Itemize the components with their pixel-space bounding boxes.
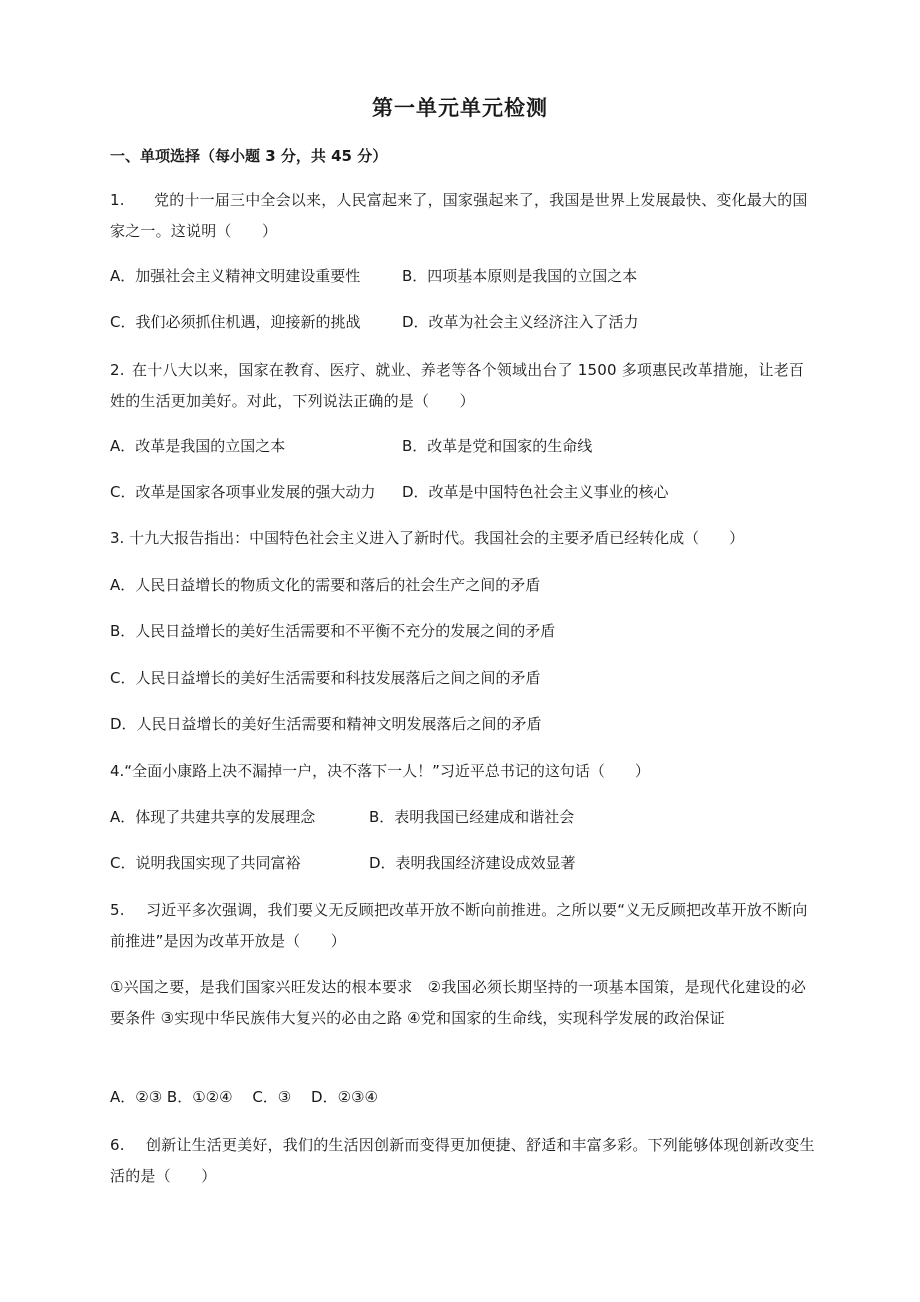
question-1-option-d: D．改革为社会主义经济注入了活力	[402, 313, 639, 331]
question-3-option-c: C．人民日益增长的美好生活需要和科技发展落后之间之间的矛盾	[110, 669, 541, 687]
page-title: 第一单元单元检测	[372, 96, 548, 120]
question-1-stem: 1. 党的十一届三中全会以来，人民富起来了，国家强起来了，我国是世界上发展最快、变化最大的国家之一。这说明（ ）	[110, 185, 815, 247]
question-4-stem: 4.“全面小康路上决不漏掉一户，决不落下一人！”习近平总书记的这句话（ ）	[110, 762, 650, 780]
question-3-option-a: A．人民日益增长的物质文化的需要和落后的社会生产之间的矛盾	[110, 576, 541, 594]
question-1-option-b: B．四项基本原则是我国的立国之本	[402, 267, 638, 285]
question-4-option-c: C．说明我国实现了共同富裕	[110, 854, 301, 872]
question-1-number: 1.	[110, 191, 125, 209]
question-4-option-b: B．表明我国已经建成和谐社会	[369, 808, 575, 826]
question-4-option-a: A．体现了共建共享的发展理念	[110, 808, 316, 826]
question-6-number: 6.	[110, 1136, 125, 1154]
question-5-statements: ①兴国之要，是我们国家兴旺发达的根本要求 ②我国必须长期坚持的一项基本国策，是现代化建设的必要条件 ③实现中华民族伟大复兴的必由之路 ④党和国家的生命线，实现科学发展的政治保证	[110, 978, 807, 1027]
question-3-option-b: B．人民日益增长的美好生活需要和不平衡不充分的发展之间的矛盾	[110, 622, 556, 640]
question-1-option-a: A．加强社会主义精神文明建设重要性	[110, 267, 361, 285]
section-heading: 一、单项选择（每小题 3 分，共 45 分）	[110, 147, 388, 165]
question-3-option-d: D．人民日益增长的美好生活需要和精神文明发展落后之间的矛盾	[110, 715, 542, 733]
question-2-option-c: C．改革是国家各项事业发展的强大动力	[110, 483, 376, 501]
question-5-number: 5.	[110, 901, 125, 919]
question-2-option-b: B．改革是党和国家的生命线	[402, 437, 593, 455]
question-6-stem: 6. 创新让生活更美好，我们的生活因创新而变得更加便捷、舒适和丰富多彩。下列能够体现创新改变生活的是（ ）	[110, 1130, 815, 1192]
question-2-number: 2.	[110, 361, 125, 379]
question-2-option-d: D．改革是中国特色社会主义事业的核心	[402, 483, 669, 501]
question-3-stem: 3. 十九大报告指出：中国特色社会主义进入了新时代。我国社会的主要矛盾已经转化成（ ）	[110, 529, 745, 547]
question-2-option-a: A．改革是我国的立国之本	[110, 437, 286, 455]
question-5-options: A．②③ B．①②④ C．③ D．②③④	[110, 1088, 378, 1106]
question-4-option-d: D．表明我国经济建设成效显著	[369, 854, 576, 872]
question-5-stem: 5. 习近平多次强调，我们要义无反顾把改革开放不断向前推进。之所以要“义无反顾把改革开放不断向前推进”是因为改革开放是（ ）	[110, 895, 815, 957]
question-2-stem: 2. 在十八大以来，国家在教育、医疗、就业、养老等各个领域出台了 1500 多项惠民改革措施，让老百姓的生活更加美好。对此，下列说法正确的是（ ）	[110, 355, 815, 417]
question-1-option-c: C．我们必须抓住机遇，迎接新的挑战	[110, 313, 361, 331]
